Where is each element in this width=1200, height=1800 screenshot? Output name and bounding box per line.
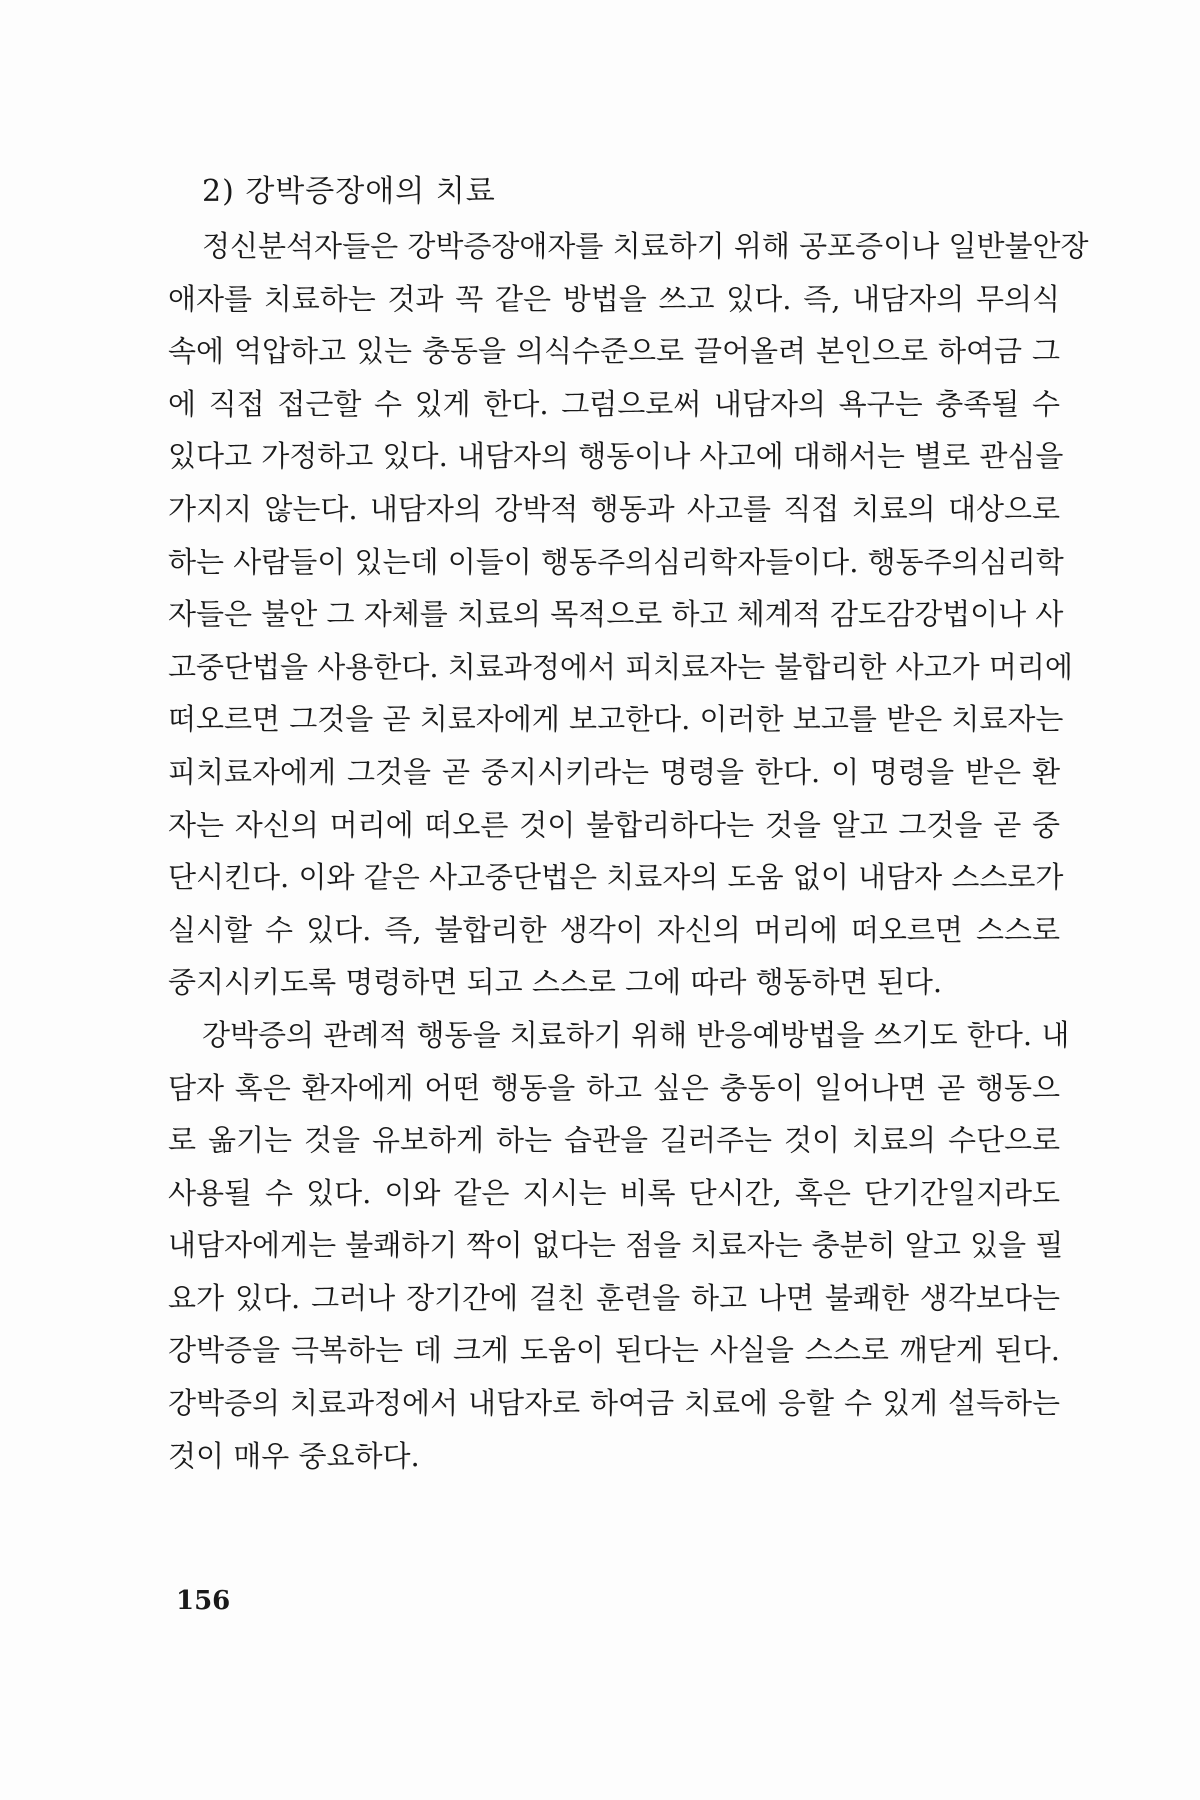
text-line: 강박증의 관례적 행동을 치료하기 위해 반응예방법을 쓰기도 한다. 내 [202,1017,1070,1052]
text-line: 자들은 불안 그 자체를 치료의 목적으로 하고 체계적 감도감강법이나 사 [168,597,1064,632]
text-line: 담자 혹은 환자에게 어떤 행동을 하고 싶은 충동이 일어나면 곧 행동으 [168,1070,1060,1105]
text-line: 고중단법을 사용한다. 치료과정에서 피치료자는 불합리한 사고가 머리에 [168,649,1073,684]
text-line: 있다고 가정하고 있다. 내담자의 행동이나 사고에 대해서는 별로 관심을 [168,439,1064,474]
text-line: 단시킨다. 이와 같은 사고중단법은 치료자의 도움 없이 내담자 스스로가 [168,860,1064,895]
text-line: 자는 자신의 머리에 떠오른 것이 불합리하다는 것을 알고 그것을 곧 중 [168,807,1060,842]
text-line: 강박증을 극복하는 데 크게 도움이 된다는 사실을 스스로 깨닫게 된다. [168,1333,1060,1368]
text-line: 정신분석자들은 강박증장애자를 치료하기 위해 공포증이나 일반불안장 [202,229,1089,263]
text-line: 가지지 않는다. 내담자의 강박적 행동과 사고를 직접 치료의 대상으로 [168,491,1060,526]
paragraph-1 [168,220,1089,1009]
page-content [168,168,1089,1482]
page-number: 156 [176,1586,231,1616]
paragraph-2 [168,1009,1070,1482]
text-line: 내담자에게는 불쾌하기 짝이 없다는 점을 치료자는 충분히 알고 있을 필 [168,1228,1064,1263]
text-line: 속에 억압하고 있는 충동을 의식수준으로 끌어올려 본인으로 하여금 그 [168,334,1060,369]
text-line: 하는 사람들이 있는데 이들이 행동주의심리학자들이다. 행동주의심리학 [168,544,1064,579]
text-line: 피치료자에게 그것을 곧 중지시키라는 명령을 한다. 이 명령을 받은 환 [168,754,1060,789]
text-line: 강박증의 치료과정에서 내담자로 하여금 치료에 응할 수 있게 설득하는 [168,1386,1060,1421]
text-line: 사용될 수 있다. 이와 같은 지시는 비록 단시간, 혹은 단기간일지라도 [168,1175,1060,1210]
text-line: 요가 있다. 그러나 장기간에 걸친 훈련을 하고 나면 불쾌한 생각보다는 [168,1280,1060,1315]
text-line: 로 옮기는 것을 유보하게 하는 습관을 길러주는 것이 치료의 수단으로 [168,1123,1060,1158]
text-line: 에 직접 접근할 수 있게 한다. 그럼으로써 내담자의 욕구는 충족될 수 [168,386,1060,421]
text-line: 떠오르면 그것을 곧 치료자에게 보고한다. 이러한 보고를 받은 치료자는 [168,702,1064,737]
text-line: 실시할 수 있다. 즉, 불합리한 생각이 자신의 머리에 떠오르면 스스로 [168,912,1060,947]
text-line: 것이 매우 중요하다. [168,1438,420,1473]
text-line: 애자를 치료하는 것과 꼭 같은 방법을 쓰고 있다. 즉, 내담자의 무의식 [168,281,1060,316]
text-line: 중지시키도록 명령하면 되고 스스로 그에 따라 행동하면 된다. [168,965,943,1000]
section-heading: 2) 강박증장애의 치료 [202,174,496,209]
